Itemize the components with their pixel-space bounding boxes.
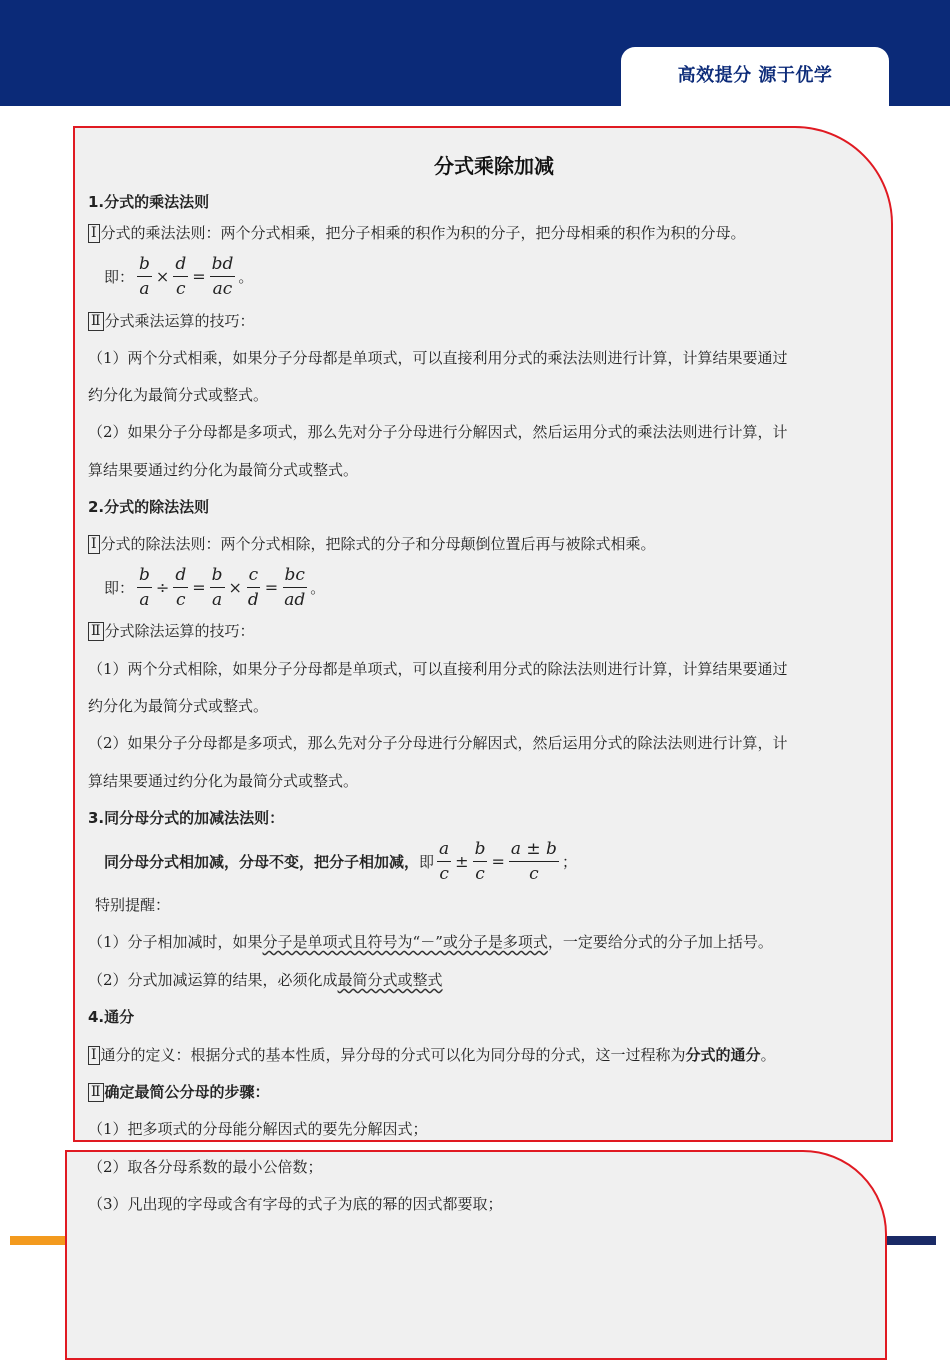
formula-end: 。	[310, 579, 326, 597]
denominator: a	[139, 590, 150, 610]
s3-note-2	[88, 970, 443, 990]
times-operator: ×	[155, 267, 170, 286]
s1-tip-2a: （2）如果分子分母都是多项式，那么先对分子分母进行分解因式，然后运用分式的乘法法则进行计算，计	[88, 423, 788, 441]
denominator: c	[529, 864, 539, 884]
s1-rule-2-text: 分式乘法运算的技巧：	[104, 312, 255, 330]
slogan: 高效提分 源于优学	[677, 65, 833, 86]
s2-rule-1-text: 分式的除法法则：两个分式相除，把除式的分子和分母颠倒位置后再与被除式相乘。	[100, 535, 656, 553]
numerator: c	[247, 564, 261, 588]
numerator: b	[473, 838, 488, 862]
equals-operator: =	[192, 578, 206, 597]
section-3-heading: 3.同分母分式的加减法法则：	[88, 809, 285, 827]
numerator: b	[210, 564, 225, 588]
denominator: a	[139, 279, 150, 299]
content-card-continued	[65, 1150, 887, 1360]
s2-rule-2	[88, 621, 255, 641]
s4-rule-1	[88, 1045, 776, 1065]
numerator: a ± b	[509, 838, 559, 862]
equals-operator: =	[192, 267, 206, 286]
s3-note-1-start: （1）分子相加减时，如果	[88, 933, 263, 951]
page-title: 分式乘除加减	[434, 154, 554, 178]
denominator: ac	[212, 279, 233, 299]
fraction	[137, 253, 152, 300]
s1-tip-1b: 约分化为最简分式或整式。	[88, 386, 269, 404]
s3-note-1	[88, 932, 773, 952]
s4-rule-2	[88, 1082, 270, 1102]
formula-end: ；	[561, 853, 577, 871]
equals-operator: =	[264, 578, 279, 597]
fraction	[246, 564, 261, 611]
section-1-heading: 1.分式的乘法法则	[88, 193, 210, 211]
denominator: c	[175, 590, 186, 610]
denominator: a	[211, 590, 223, 610]
divide-operator: ÷	[155, 578, 170, 597]
formula-end: 。	[238, 268, 254, 286]
section-4-heading: 4.通分	[88, 1008, 135, 1026]
numerator: bd	[210, 253, 236, 277]
fraction	[173, 253, 188, 300]
denominator: c	[475, 864, 485, 884]
fraction	[210, 564, 225, 611]
s2-rule-2-text: 分式除法运算的技巧：	[104, 622, 255, 640]
s1-formula	[104, 253, 253, 300]
numerator: bc	[283, 564, 307, 588]
footer-navy-bar	[884, 1236, 936, 1245]
s3-note-2-emphasis: 最简分式或整式	[337, 971, 443, 989]
s4-step-3: （3）凡出现的字母或含有字母的式子为底的幂的因式都要取；	[88, 1195, 503, 1213]
s3-note-1-emphasis: 分子是单项式且符号为“－”或分子是多项式	[262, 933, 548, 951]
roman-mark: Ⅰ	[88, 535, 100, 554]
s1-rule-2	[88, 311, 255, 331]
s1-tip-2b: 算结果要通过约分化为最简分式或整式。	[88, 461, 359, 479]
roman-mark: Ⅱ	[88, 1083, 104, 1102]
fraction	[173, 564, 188, 611]
formula-prefix: 即	[419, 853, 435, 871]
s3-rule	[104, 838, 577, 885]
roman-mark: Ⅱ	[88, 312, 104, 331]
fraction	[473, 838, 488, 885]
s3-note-1-end: ，一定要给分式的分子加上括号。	[547, 933, 773, 951]
s4-step-1: （1）把多项式的分母能分解因式的要先分解因式；	[88, 1120, 428, 1138]
section-2-heading: 2.分式的除法法则	[88, 498, 210, 516]
s2-formula	[104, 564, 325, 611]
numerator: b	[137, 564, 152, 588]
s2-rule-1	[88, 534, 656, 554]
slogan-tab	[621, 47, 889, 109]
s1-rule-1	[88, 223, 746, 243]
footer-orange-bar	[10, 1236, 70, 1245]
s3-note-2-start: （2）分式加减运算的结果，必须化成	[88, 971, 338, 989]
plus-minus-operator: ±	[455, 852, 469, 871]
s4-rule-1-end: 。	[760, 1046, 776, 1064]
s2-tip-2a: （2）如果分子分母都是多项式，那么先对分子分母进行分解因式，然后运用分式的除法法则进行计算，计	[88, 734, 788, 752]
denominator: c	[175, 279, 186, 299]
s3-rule-text: 同分母分式相加减，分母不变，把分子相加减，	[104, 853, 420, 871]
s2-tip-1a: （1）两个分式相除，如果分子分母都是单项式，可以直接利用分式的除法法则进行计算，计算结果要通过	[88, 660, 788, 678]
formula-prefix: 即：	[104, 579, 135, 597]
roman-mark: Ⅱ	[88, 622, 104, 641]
s1-tip-1a: （1）两个分式相乘，如果分子分母都是单项式，可以直接利用分式的乘法法则进行计算，计算结果要通过	[88, 349, 788, 367]
fraction	[437, 838, 451, 885]
denominator: ad	[284, 590, 306, 610]
s4-rule-2-text: 确定最简公分母的步骤：	[104, 1083, 270, 1101]
denominator: d	[247, 590, 259, 610]
equals-operator: =	[491, 852, 505, 871]
denominator: c	[439, 864, 449, 884]
numerator: d	[173, 253, 188, 277]
roman-mark: Ⅰ	[88, 1046, 100, 1065]
numerator: b	[137, 253, 152, 277]
times-operator: ×	[228, 578, 242, 597]
s4-rule-1-text: 通分的定义：根据分式的基本性质，异分母的分式可以化为同分母的分式，这一过程称为	[100, 1046, 686, 1064]
formula-prefix: 即：	[104, 268, 135, 286]
fraction	[137, 564, 152, 611]
fraction	[509, 838, 559, 885]
fraction	[282, 564, 307, 611]
s3-reminder: 特别提醒：	[95, 896, 171, 914]
roman-mark: Ⅰ	[88, 224, 100, 243]
s2-tip-1b: 约分化为最简分式或整式。	[88, 697, 269, 715]
s1-rule-1-text: 分式的乘法法则：两个分式相乘，把分子相乘的积作为积的分子，把分母相乘的积作为积的分母。	[100, 224, 746, 242]
s2-tip-2b: 算结果要通过约分化为最简分式或整式。	[88, 772, 359, 790]
s4-rule-1-term: 分式的通分	[685, 1046, 761, 1064]
s4-step-2: （2）取各分母系数的最小公倍数；	[88, 1158, 323, 1176]
fraction	[210, 253, 236, 300]
numerator: a	[437, 838, 451, 862]
numerator: d	[173, 564, 188, 588]
